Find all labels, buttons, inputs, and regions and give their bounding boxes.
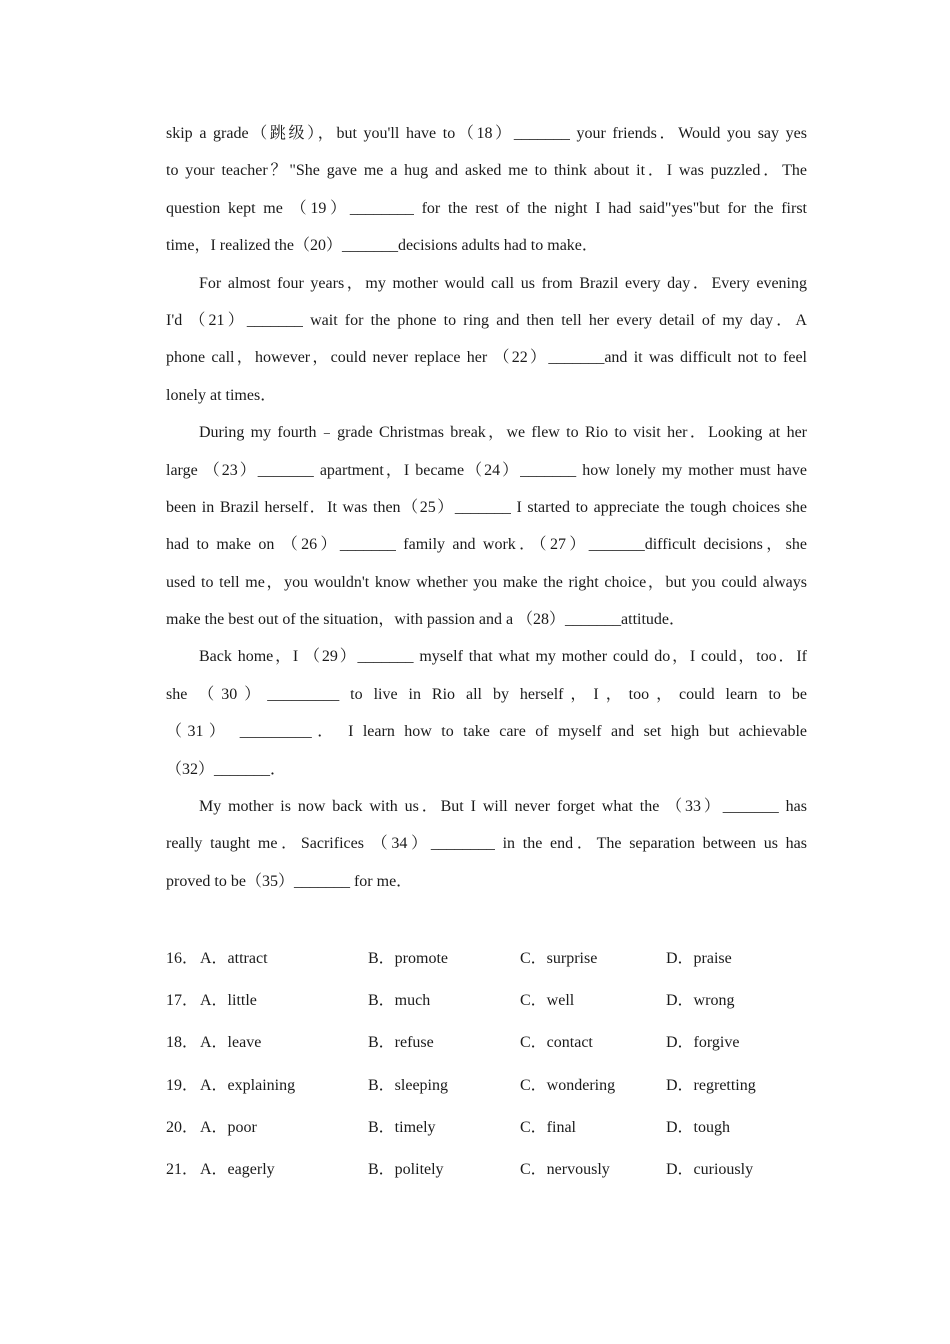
- question-row: [166, 1065, 806, 1107]
- option-d: D．curiously: [666, 1160, 754, 1178]
- passage-line: really taught me．Sacrifices （34）________ in the end．The separation between us has: [166, 835, 807, 853]
- passage-line: I'd （21）_______ wait for the phone to ring and then tell her every detail of my day．A: [166, 311, 807, 329]
- question-number: 17．: [166, 992, 199, 1010]
- passage-line: make the best out of the situation，with passion and a （28）_______attitude．: [166, 611, 686, 629]
- question-number: 16．: [166, 950, 199, 967]
- option-c: C．nervously: [520, 1160, 610, 1178]
- passage-line: For almost four years，my mother would call us from Brazil every day．Every evening: [199, 274, 807, 292]
- passage-line: she （30）_________ to live in Rio all by herself，I，too，could learn to be: [166, 685, 807, 703]
- passage-line: used to tell me，you wouldn't know whether you make the right choice，but you could always: [166, 573, 807, 591]
- option-b: B．promote: [368, 950, 448, 967]
- option-a: A．poor: [200, 1118, 257, 1136]
- option-a: A．eagerly: [200, 1160, 275, 1178]
- option-d: D．praise: [666, 950, 732, 967]
- option-c: C．wondering: [520, 1076, 616, 1094]
- passage-line: had to make on （26）_______ family and work．（27）_______difficult decisions，she: [166, 536, 807, 554]
- question-number: 18．: [166, 1034, 199, 1052]
- option-b: B．much: [368, 992, 431, 1010]
- passage-line: time，I realized the（20）_______decisions adults had to make．: [166, 237, 598, 255]
- question-row: [166, 980, 806, 1022]
- question-number: 19．: [166, 1076, 199, 1094]
- option-a: A．leave: [200, 1034, 262, 1052]
- option-b: B．sleeping: [368, 1076, 448, 1094]
- passage-line: lonely at times．: [166, 386, 277, 404]
- option-b: B．timely: [368, 1118, 436, 1136]
- option-d: D．forgive: [666, 1034, 740, 1052]
- question-row: [166, 1149, 806, 1191]
- passage-line: been in Brazil herself．It was then（25）_______ I started to appreciate the tough choices she: [166, 498, 807, 516]
- option-b: B．refuse: [368, 1034, 434, 1052]
- passage-line: My mother is now back with us．But I will never forget what the （33）_______ has: [199, 798, 807, 816]
- passage-line: question kept me （19）________ for the rest of the night I had said"yes"but for the first: [166, 199, 807, 217]
- question-number: 20．: [166, 1118, 199, 1136]
- question-row: [166, 1022, 806, 1064]
- option-c: C．well: [520, 992, 575, 1010]
- option-d: D．tough: [666, 1118, 731, 1136]
- passage-line: to your teacher？"She gave me a hug and asked me to think about it．I was puzzled．The: [166, 162, 807, 180]
- option-a: A．attract: [200, 950, 268, 967]
- question-number: 21．: [166, 1160, 199, 1178]
- answer-options: [166, 938, 806, 1191]
- passage-line: phone call，however，could never replace her （22）_______and it was difficult not to feel: [166, 349, 807, 367]
- question-row: [166, 938, 806, 980]
- passage-line: large （23）_______ apartment，I became（24）_______ how lonely my mother must have: [166, 461, 807, 479]
- question-row: [166, 1107, 806, 1149]
- option-b: B．politely: [368, 1160, 444, 1178]
- option-d: D．regretting: [666, 1076, 756, 1094]
- option-c: C．final: [520, 1118, 576, 1136]
- passage-line: （31） _________． I learn how to take care of myself and set high but achievable: [166, 723, 807, 741]
- option-a: A．explaining: [200, 1076, 296, 1094]
- cloze-passage: [166, 115, 807, 900]
- passage-line: （32）_______．: [166, 760, 287, 778]
- passage-line: Back home，I （29）_______ myself that what my mother could do，I could，too．If: [199, 648, 807, 666]
- option-d: D．wrong: [666, 992, 735, 1010]
- passage-line: proved to be（35）_______ for me．: [166, 872, 413, 890]
- option-c: C．contact: [520, 1034, 593, 1052]
- option-c: C．surprise: [520, 950, 598, 967]
- passage-line: skip a grade（跳级），but you'll have to（18）_______ your friends．Would you say yes: [166, 125, 807, 142]
- option-a: A．little: [200, 992, 257, 1010]
- passage-line: During my fourth﹣grade Christmas break，we flew to Rio to visit her．Looking at her: [199, 424, 807, 442]
